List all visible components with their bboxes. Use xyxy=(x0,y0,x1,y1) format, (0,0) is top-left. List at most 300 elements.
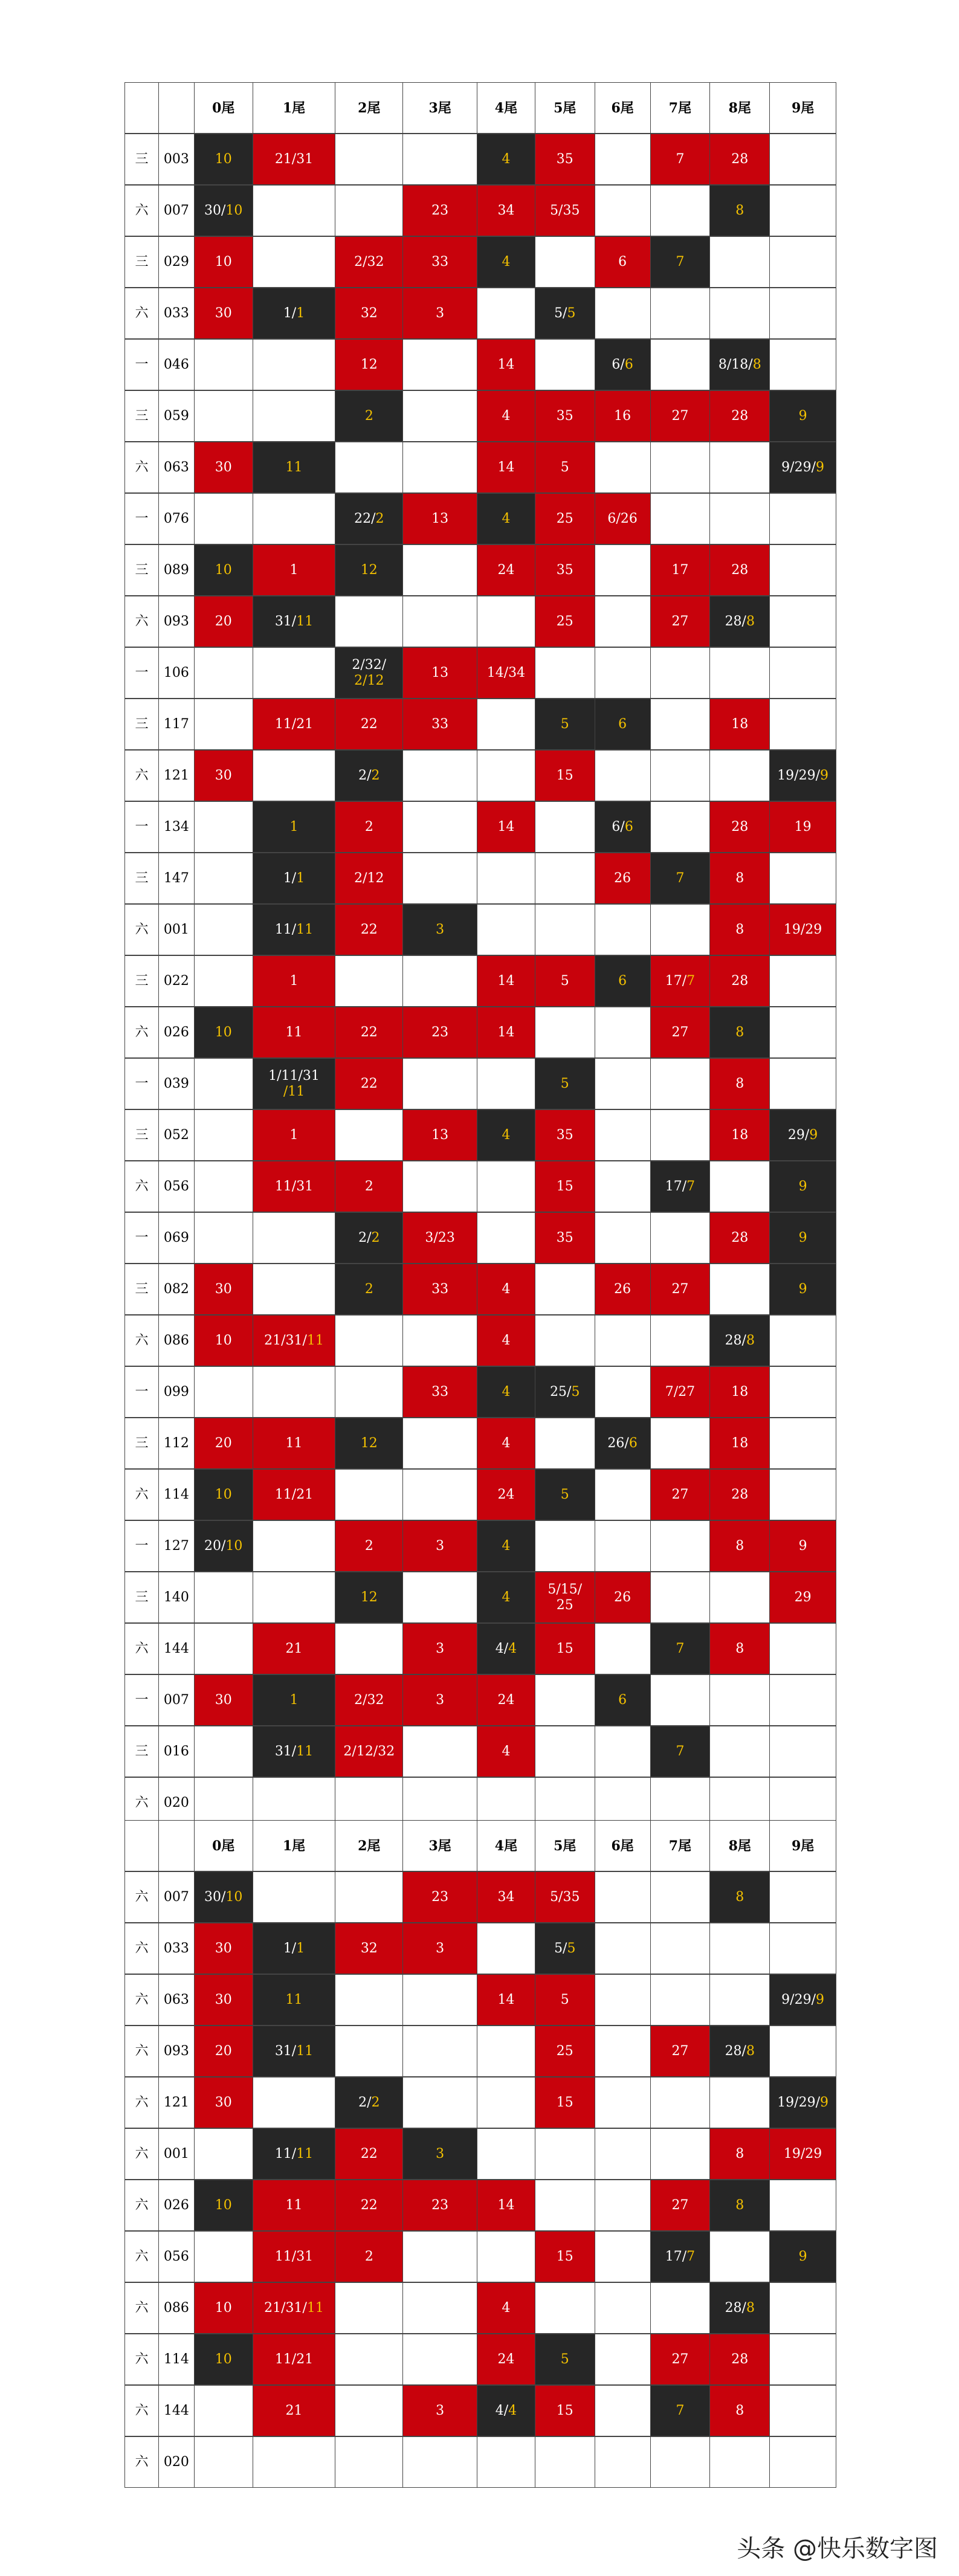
tail-cell: 6/26 xyxy=(595,493,651,544)
tail-cell: 10 xyxy=(194,2180,253,2231)
tail-cell xyxy=(709,1974,770,2026)
tail-cell: 4/4 xyxy=(477,2385,535,2436)
tail-cell: 22 xyxy=(335,2128,403,2180)
tail-cell xyxy=(650,1058,711,1109)
tail-cell xyxy=(595,1923,651,1974)
tail-cell xyxy=(535,647,595,699)
tail-cell: 3 xyxy=(402,288,477,339)
table-row xyxy=(125,1367,836,1418)
tail-cell: 22 xyxy=(335,1058,403,1109)
tail-cell: 1/1 xyxy=(253,288,336,339)
tail-cell xyxy=(595,2231,651,2282)
issue-cell: 144 xyxy=(158,2385,195,2436)
tail-cell: 24 xyxy=(477,2334,535,2385)
issue-cell: 059 xyxy=(158,390,195,442)
tail-cell xyxy=(650,339,711,390)
tail-cell: 4 xyxy=(477,2282,535,2334)
tail-cell xyxy=(595,1469,651,1520)
issue-cell: 026 xyxy=(158,1007,195,1058)
issue-cell: 127 xyxy=(158,1520,195,1572)
tail-cell xyxy=(194,647,253,699)
tail-cell: 30 xyxy=(194,1923,253,1974)
issue-cell: 089 xyxy=(158,544,195,596)
tail-cell xyxy=(650,801,711,853)
tail-cell: 9 xyxy=(769,390,836,442)
tail-cell xyxy=(595,544,651,596)
tail-cell xyxy=(595,2282,651,2334)
tail-cell xyxy=(335,185,403,236)
tail-cell xyxy=(335,1109,403,1161)
tail-cell xyxy=(535,1315,595,1366)
tail-cell xyxy=(709,2436,770,2488)
tail-cell xyxy=(477,1161,535,1212)
table-row xyxy=(125,2283,836,2334)
tail-cell xyxy=(595,2436,651,2488)
tail-cell: 7 xyxy=(650,2385,711,2436)
tail-cell: 3 xyxy=(402,1623,477,1674)
tail-cell xyxy=(253,390,336,442)
tail-cell: 19/29 xyxy=(769,904,836,955)
tail-cell: 14 xyxy=(477,955,535,1007)
tail-cell: 31/11 xyxy=(253,1726,336,1777)
tail-cell xyxy=(769,1007,836,1058)
day-cell: 六 xyxy=(124,2385,159,2436)
tail-cell: 9/29/9 xyxy=(769,442,836,493)
tail-cell: 30/10 xyxy=(194,185,253,236)
tail-cell xyxy=(709,236,770,288)
tail-cell xyxy=(769,1623,836,1674)
tail-cell: 11 xyxy=(253,2180,336,2231)
issue-cell: 007 xyxy=(158,185,195,236)
tail-cell xyxy=(650,1315,711,1366)
tail-cell: 6/6 xyxy=(595,801,651,853)
tail-cell xyxy=(194,1366,253,1418)
tail-cell: 3 xyxy=(402,2385,477,2436)
issue-cell: 039 xyxy=(158,1058,195,1109)
tail-cell: 8 xyxy=(709,1623,770,1674)
tail-cell: 4 xyxy=(477,390,535,442)
tail-cell: 24 xyxy=(477,1674,535,1726)
header-cell: 2尾 xyxy=(335,82,403,134)
tail-cell: 6 xyxy=(595,699,651,750)
tail-cell xyxy=(402,2282,477,2334)
tail-cell: 5/35 xyxy=(535,1871,595,1923)
issue-cell: 093 xyxy=(158,596,195,647)
tail-cell: 28 xyxy=(709,1212,770,1264)
tail-cell xyxy=(650,2282,711,2334)
tail-cell xyxy=(769,2334,836,2385)
tail-cell xyxy=(769,955,836,1007)
tail-cell xyxy=(535,2128,595,2180)
tail-cell xyxy=(335,2334,403,2385)
table-row xyxy=(125,1161,836,1213)
tail-cell xyxy=(535,2180,595,2231)
tail-cell xyxy=(650,1974,711,2026)
tail-cell: 4 xyxy=(477,493,535,544)
tail-cell: 9 xyxy=(769,1520,836,1572)
day-cell: 三 xyxy=(124,1264,159,1315)
tail-cell xyxy=(335,2436,403,2488)
tail-cell: 1/1 xyxy=(253,1923,336,1974)
tail-cell: 4 xyxy=(477,1109,535,1161)
issue-cell: 112 xyxy=(158,1418,195,1469)
tail-cell: 5 xyxy=(535,2334,595,2385)
tail-cell xyxy=(477,2436,535,2488)
day-cell: 一 xyxy=(124,801,159,853)
header-cell: 3尾 xyxy=(402,1820,477,1871)
tail-cell xyxy=(477,2077,535,2128)
day-cell: 六 xyxy=(124,750,159,801)
tail-cell: 2 xyxy=(335,390,403,442)
tail-cell xyxy=(595,1520,651,1572)
tail-cell: 4 xyxy=(477,1366,535,1418)
tail-cell xyxy=(709,288,770,339)
tail-cell: 14 xyxy=(477,1974,535,2026)
tail-cell xyxy=(650,647,711,699)
tail-cell: 1 xyxy=(253,801,336,853)
tail-cell: 6 xyxy=(595,955,651,1007)
tail-cell: 33 xyxy=(402,699,477,750)
tail-cell xyxy=(769,1366,836,1418)
tail-cell: 8 xyxy=(709,904,770,955)
tail-cell xyxy=(194,2436,253,2488)
table-row xyxy=(125,494,836,545)
tail-cell: 22 xyxy=(335,699,403,750)
tail-cell: 30 xyxy=(194,2077,253,2128)
tail-cell xyxy=(335,1469,403,1520)
tail-cell xyxy=(335,2385,403,2436)
tail-cell xyxy=(402,750,477,801)
tail-cell xyxy=(194,1623,253,1674)
tail-cell xyxy=(402,1161,477,1212)
header-cell: 8尾 xyxy=(709,1820,770,1871)
tail-cell: 13 xyxy=(402,493,477,544)
tail-cell: 4 xyxy=(477,1264,535,1315)
tail-cell xyxy=(477,904,535,955)
tail-cell: 10 xyxy=(194,236,253,288)
tail-cell xyxy=(650,1923,711,1974)
issue-cell: 099 xyxy=(158,1366,195,1418)
tail-cell xyxy=(709,1923,770,1974)
table-row xyxy=(125,596,836,648)
tail-cell: 33 xyxy=(402,1264,477,1315)
day-cell: 三 xyxy=(124,544,159,596)
tail-cell xyxy=(709,2231,770,2282)
issue-cell: 121 xyxy=(158,2077,195,2128)
tail-cell xyxy=(709,1572,770,1623)
tail-cell: 4 xyxy=(477,236,535,288)
header-cell: 6尾 xyxy=(595,82,651,134)
tail-cell xyxy=(335,2026,403,2077)
tail-cell xyxy=(709,1264,770,1315)
tail-cell: 28/8 xyxy=(709,596,770,647)
tail-cell: 35 xyxy=(535,134,595,185)
tail-cell: 11/11 xyxy=(253,2128,336,2180)
tail-cell: 30 xyxy=(194,288,253,339)
tail-cell xyxy=(650,442,711,493)
tail-cell xyxy=(194,699,253,750)
tail-cell xyxy=(769,596,836,647)
tail-cell: 22 xyxy=(335,2180,403,2231)
tail-cell xyxy=(194,339,253,390)
issue-cell: 052 xyxy=(158,1109,195,1161)
day-cell: 六 xyxy=(124,1161,159,1212)
tail-cell xyxy=(477,596,535,647)
tail-cell xyxy=(650,1572,711,1623)
table-row xyxy=(125,237,836,288)
table-row xyxy=(125,134,836,186)
tail-cell xyxy=(769,1674,836,1726)
tail-cell xyxy=(253,1871,336,1923)
tail-cell: 4 xyxy=(477,1418,535,1469)
tail-cell xyxy=(595,442,651,493)
table-row xyxy=(125,1059,836,1110)
tail-cell xyxy=(769,288,836,339)
tail-cell xyxy=(769,647,836,699)
tail-cell: 30 xyxy=(194,1674,253,1726)
tail-table-2 xyxy=(125,1821,836,2488)
tail-cell xyxy=(769,1871,836,1923)
tail-cell xyxy=(402,2436,477,2488)
tail-cell: 11/31 xyxy=(253,2231,336,2282)
tail-cell xyxy=(595,1871,651,1923)
tail-cell: 30 xyxy=(194,1974,253,2026)
tail-cell xyxy=(535,904,595,955)
day-cell: 一 xyxy=(124,647,159,699)
issue-cell: 114 xyxy=(158,1469,195,1520)
tail-cell: 2/32 xyxy=(335,1674,403,1726)
tail-cell: 27 xyxy=(650,2334,711,2385)
tail-cell xyxy=(535,1674,595,1726)
table-row xyxy=(125,391,836,442)
tail-cell xyxy=(595,2026,651,2077)
tail-cell xyxy=(402,853,477,904)
day-cell: 一 xyxy=(124,1674,159,1726)
tail-cell xyxy=(194,493,253,544)
table-row xyxy=(125,2437,836,2488)
tail-cell: 32 xyxy=(335,288,403,339)
tail-cell: 12 xyxy=(335,339,403,390)
tail-cell: 5 xyxy=(535,699,595,750)
tail-cell xyxy=(595,1974,651,2026)
tail-cell xyxy=(650,2077,711,2128)
tail-cell xyxy=(402,339,477,390)
tail-cell: 5 xyxy=(535,1974,595,2026)
header-cell: 7尾 xyxy=(650,1820,711,1871)
tail-cell: 8 xyxy=(709,2180,770,2231)
tail-cell xyxy=(194,1212,253,1264)
table-row xyxy=(125,2232,836,2283)
issue-cell: 076 xyxy=(158,493,195,544)
tail-cell xyxy=(595,1109,651,1161)
tail-cell xyxy=(595,1726,651,1777)
tail-cell: 12 xyxy=(335,1418,403,1469)
table-row xyxy=(125,1418,836,1470)
tail-cell xyxy=(253,647,336,699)
tail-cell: 30 xyxy=(194,442,253,493)
tail-cell: 11/11 xyxy=(253,904,336,955)
tail-cell xyxy=(194,1109,253,1161)
tail-cell xyxy=(402,801,477,853)
day-cell: 三 xyxy=(124,236,159,288)
tail-cell xyxy=(402,2026,477,2077)
tail-cell: 2 xyxy=(335,1161,403,1212)
tail-cell xyxy=(769,2282,836,2334)
tail-cell xyxy=(402,1572,477,1623)
tail-cell: 7 xyxy=(650,1726,711,1777)
tail-cell xyxy=(535,801,595,853)
tail-cell xyxy=(253,1264,336,1315)
header-cell: 6尾 xyxy=(595,1820,651,1871)
tail-cell xyxy=(477,1058,535,1109)
day-cell: 六 xyxy=(124,596,159,647)
tail-cell xyxy=(194,1726,253,1777)
tail-cell: 27 xyxy=(650,2026,711,2077)
tail-cell xyxy=(595,185,651,236)
tail-cell: 10 xyxy=(194,1007,253,1058)
tail-cell: 3/23 xyxy=(402,1212,477,1264)
tail-cell xyxy=(650,185,711,236)
tail-cell xyxy=(595,647,651,699)
tail-cell xyxy=(402,442,477,493)
tail-cell: 2/2 xyxy=(335,2077,403,2128)
tail-cell xyxy=(650,904,711,955)
issue-cell: 033 xyxy=(158,1923,195,1974)
day-cell: 三 xyxy=(124,1109,159,1161)
issue-cell: 063 xyxy=(158,442,195,493)
tail-cell xyxy=(402,2334,477,2385)
tail-cell xyxy=(402,596,477,647)
tail-cell xyxy=(402,1315,477,1366)
issue-cell: 001 xyxy=(158,904,195,955)
issue-cell: 140 xyxy=(158,1572,195,1623)
tail-cell xyxy=(194,801,253,853)
table-row xyxy=(125,699,836,751)
header-cell: 5尾 xyxy=(535,1820,595,1871)
tail-cell: 7 xyxy=(650,853,711,904)
day-cell: 三 xyxy=(124,1726,159,1777)
table-row xyxy=(125,2026,836,2077)
tail-cell xyxy=(595,596,651,647)
tail-cell: 27 xyxy=(650,1264,711,1315)
tail-cell xyxy=(477,2128,535,2180)
day-cell: 三 xyxy=(124,390,159,442)
tail-cell: 17 xyxy=(650,544,711,596)
tail-cell xyxy=(253,493,336,544)
tail-cell xyxy=(595,2334,651,2385)
tail-cell xyxy=(650,699,711,750)
issue-cell: 020 xyxy=(158,1777,195,1829)
tail-cell xyxy=(253,2436,336,2488)
tail-cell: 3 xyxy=(402,1923,477,1974)
tail-cell xyxy=(335,1974,403,2026)
tail-cell xyxy=(477,1923,535,1974)
tail-cell: 4 xyxy=(477,1572,535,1623)
table-row xyxy=(125,853,836,905)
tail-cell: 4 xyxy=(477,1315,535,1366)
tail-cell: 18 xyxy=(709,699,770,750)
tail-cell xyxy=(402,390,477,442)
issue-cell: 069 xyxy=(158,1212,195,1264)
tail-cell: 10 xyxy=(194,544,253,596)
tail-cell xyxy=(769,185,836,236)
tail-cell: 8 xyxy=(709,853,770,904)
issue-cell: 007 xyxy=(158,1871,195,1923)
day-cell: 六 xyxy=(124,1315,159,1366)
tail-cell: 6 xyxy=(595,1674,651,1726)
issue-cell: 020 xyxy=(158,2436,195,2488)
tail-cell: 26/6 xyxy=(595,1418,651,1469)
tail-cell: 27 xyxy=(650,1469,711,1520)
tail-cell xyxy=(402,1469,477,1520)
tail-cell xyxy=(595,2385,651,2436)
tail-cell: 30 xyxy=(194,1264,253,1315)
table-row xyxy=(125,2129,836,2180)
tail-cell: 35 xyxy=(535,1212,595,1264)
tail-cell: 17/7 xyxy=(650,2231,711,2282)
day-cell: 六 xyxy=(124,2128,159,2180)
tail-cell: 11/21 xyxy=(253,1469,336,1520)
day-cell: 三 xyxy=(124,955,159,1007)
tail-cell: 8 xyxy=(709,2385,770,2436)
tail-cell xyxy=(650,1871,711,1923)
header-cell: 1尾 xyxy=(253,82,336,134)
tail-cell xyxy=(709,750,770,801)
tail-cell: 19 xyxy=(769,801,836,853)
issue-cell: 003 xyxy=(158,134,195,185)
tail-cell: 15 xyxy=(535,750,595,801)
tail-cell xyxy=(194,2231,253,2282)
tail-cell: 22/2 xyxy=(335,493,403,544)
tail-cell xyxy=(650,1212,711,1264)
issue-cell: 056 xyxy=(158,1161,195,1212)
tail-cell: 1 xyxy=(253,1109,336,1161)
tail-cell: 24 xyxy=(477,544,535,596)
tail-cell xyxy=(194,853,253,904)
tail-cell: 14 xyxy=(477,442,535,493)
tail-cell xyxy=(402,2231,477,2282)
tail-cell: 15 xyxy=(535,2231,595,2282)
tail-cell: 8 xyxy=(709,2128,770,2180)
tail-cell xyxy=(194,1572,253,1623)
tail-cell: 2/12/32 xyxy=(335,1726,403,1777)
tail-cell xyxy=(253,2077,336,2128)
tail-cell xyxy=(335,1315,403,1366)
tail-cell xyxy=(769,1418,836,1469)
tail-cell: 1 xyxy=(253,955,336,1007)
tail-cell xyxy=(595,1623,651,1674)
tail-cell xyxy=(595,904,651,955)
tail-cell: 8 xyxy=(709,1871,770,1923)
tail-cell: 2 xyxy=(335,2231,403,2282)
tail-cell: 32 xyxy=(335,1923,403,1974)
tail-cell: 5 xyxy=(535,1469,595,1520)
tail-cell: 14 xyxy=(477,2180,535,2231)
day-cell: 一 xyxy=(124,1366,159,1418)
tail-cell: 21/31/11 xyxy=(253,2282,336,2334)
tail-cell: 23 xyxy=(402,2180,477,2231)
table-row xyxy=(125,1213,836,1264)
tail-cell: 4 xyxy=(477,1726,535,1777)
tail-cell: 15 xyxy=(535,2385,595,2436)
tail-cell: 15 xyxy=(535,2077,595,2128)
header-cell: 7尾 xyxy=(650,82,711,134)
header-row xyxy=(125,1821,836,1872)
tail-cell: 13 xyxy=(402,1109,477,1161)
tail-cell xyxy=(769,1726,836,1777)
tail-cell: 1/1 xyxy=(253,853,336,904)
tail-cell: 34 xyxy=(477,185,535,236)
